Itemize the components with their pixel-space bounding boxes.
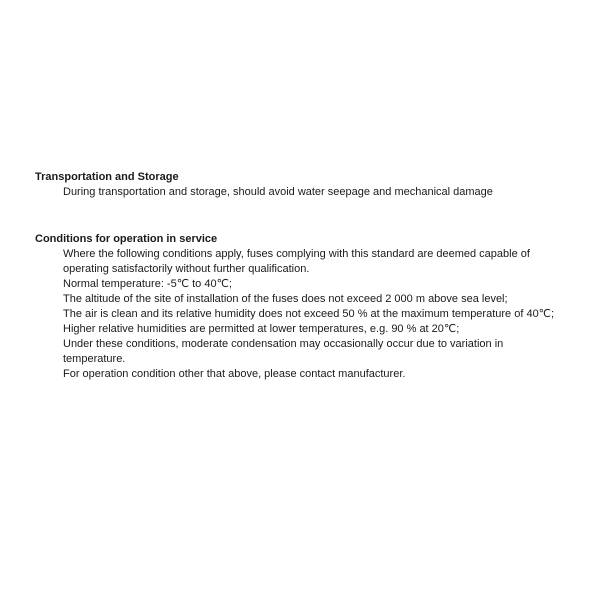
conditions-line: Normal temperature: -5℃ to 40℃; [63,278,232,290]
conditions-line: Where the following conditions apply, fuses complying with this standard are deemed capable of [63,248,530,260]
conditions-line: operating satisfactorily without further qualification. [63,263,310,275]
conditions-line: Higher relative humidities are permitted at lower temperatures, e.g. 90 % at 20℃; [63,323,460,335]
conditions-line: The altitude of the site of installation of the fuses does not exceed 2 000 m above sea level; [63,293,508,305]
transport-text-line: During transportation and storage, should avoid water seepage and mechanical damage [63,186,493,198]
conditions-line: For operation condition other that above, please contact manufacturer. [63,368,406,380]
conditions-line: Under these conditions, moderate condensation may occasionally occur due to variation in [63,338,504,350]
transport-heading: Transportation and Storage [35,171,179,183]
transport-section [35,170,580,200]
conditions-heading: Conditions for operation in service [35,233,218,245]
conditions-line: The air is clean and its relative humidity does not exceed 50 % at the maximum temperature of 40℃; [63,308,555,320]
conditions-section [35,232,580,382]
transport-text [35,185,580,200]
conditions-line: temperature. [63,353,126,365]
conditions-text [35,247,580,382]
